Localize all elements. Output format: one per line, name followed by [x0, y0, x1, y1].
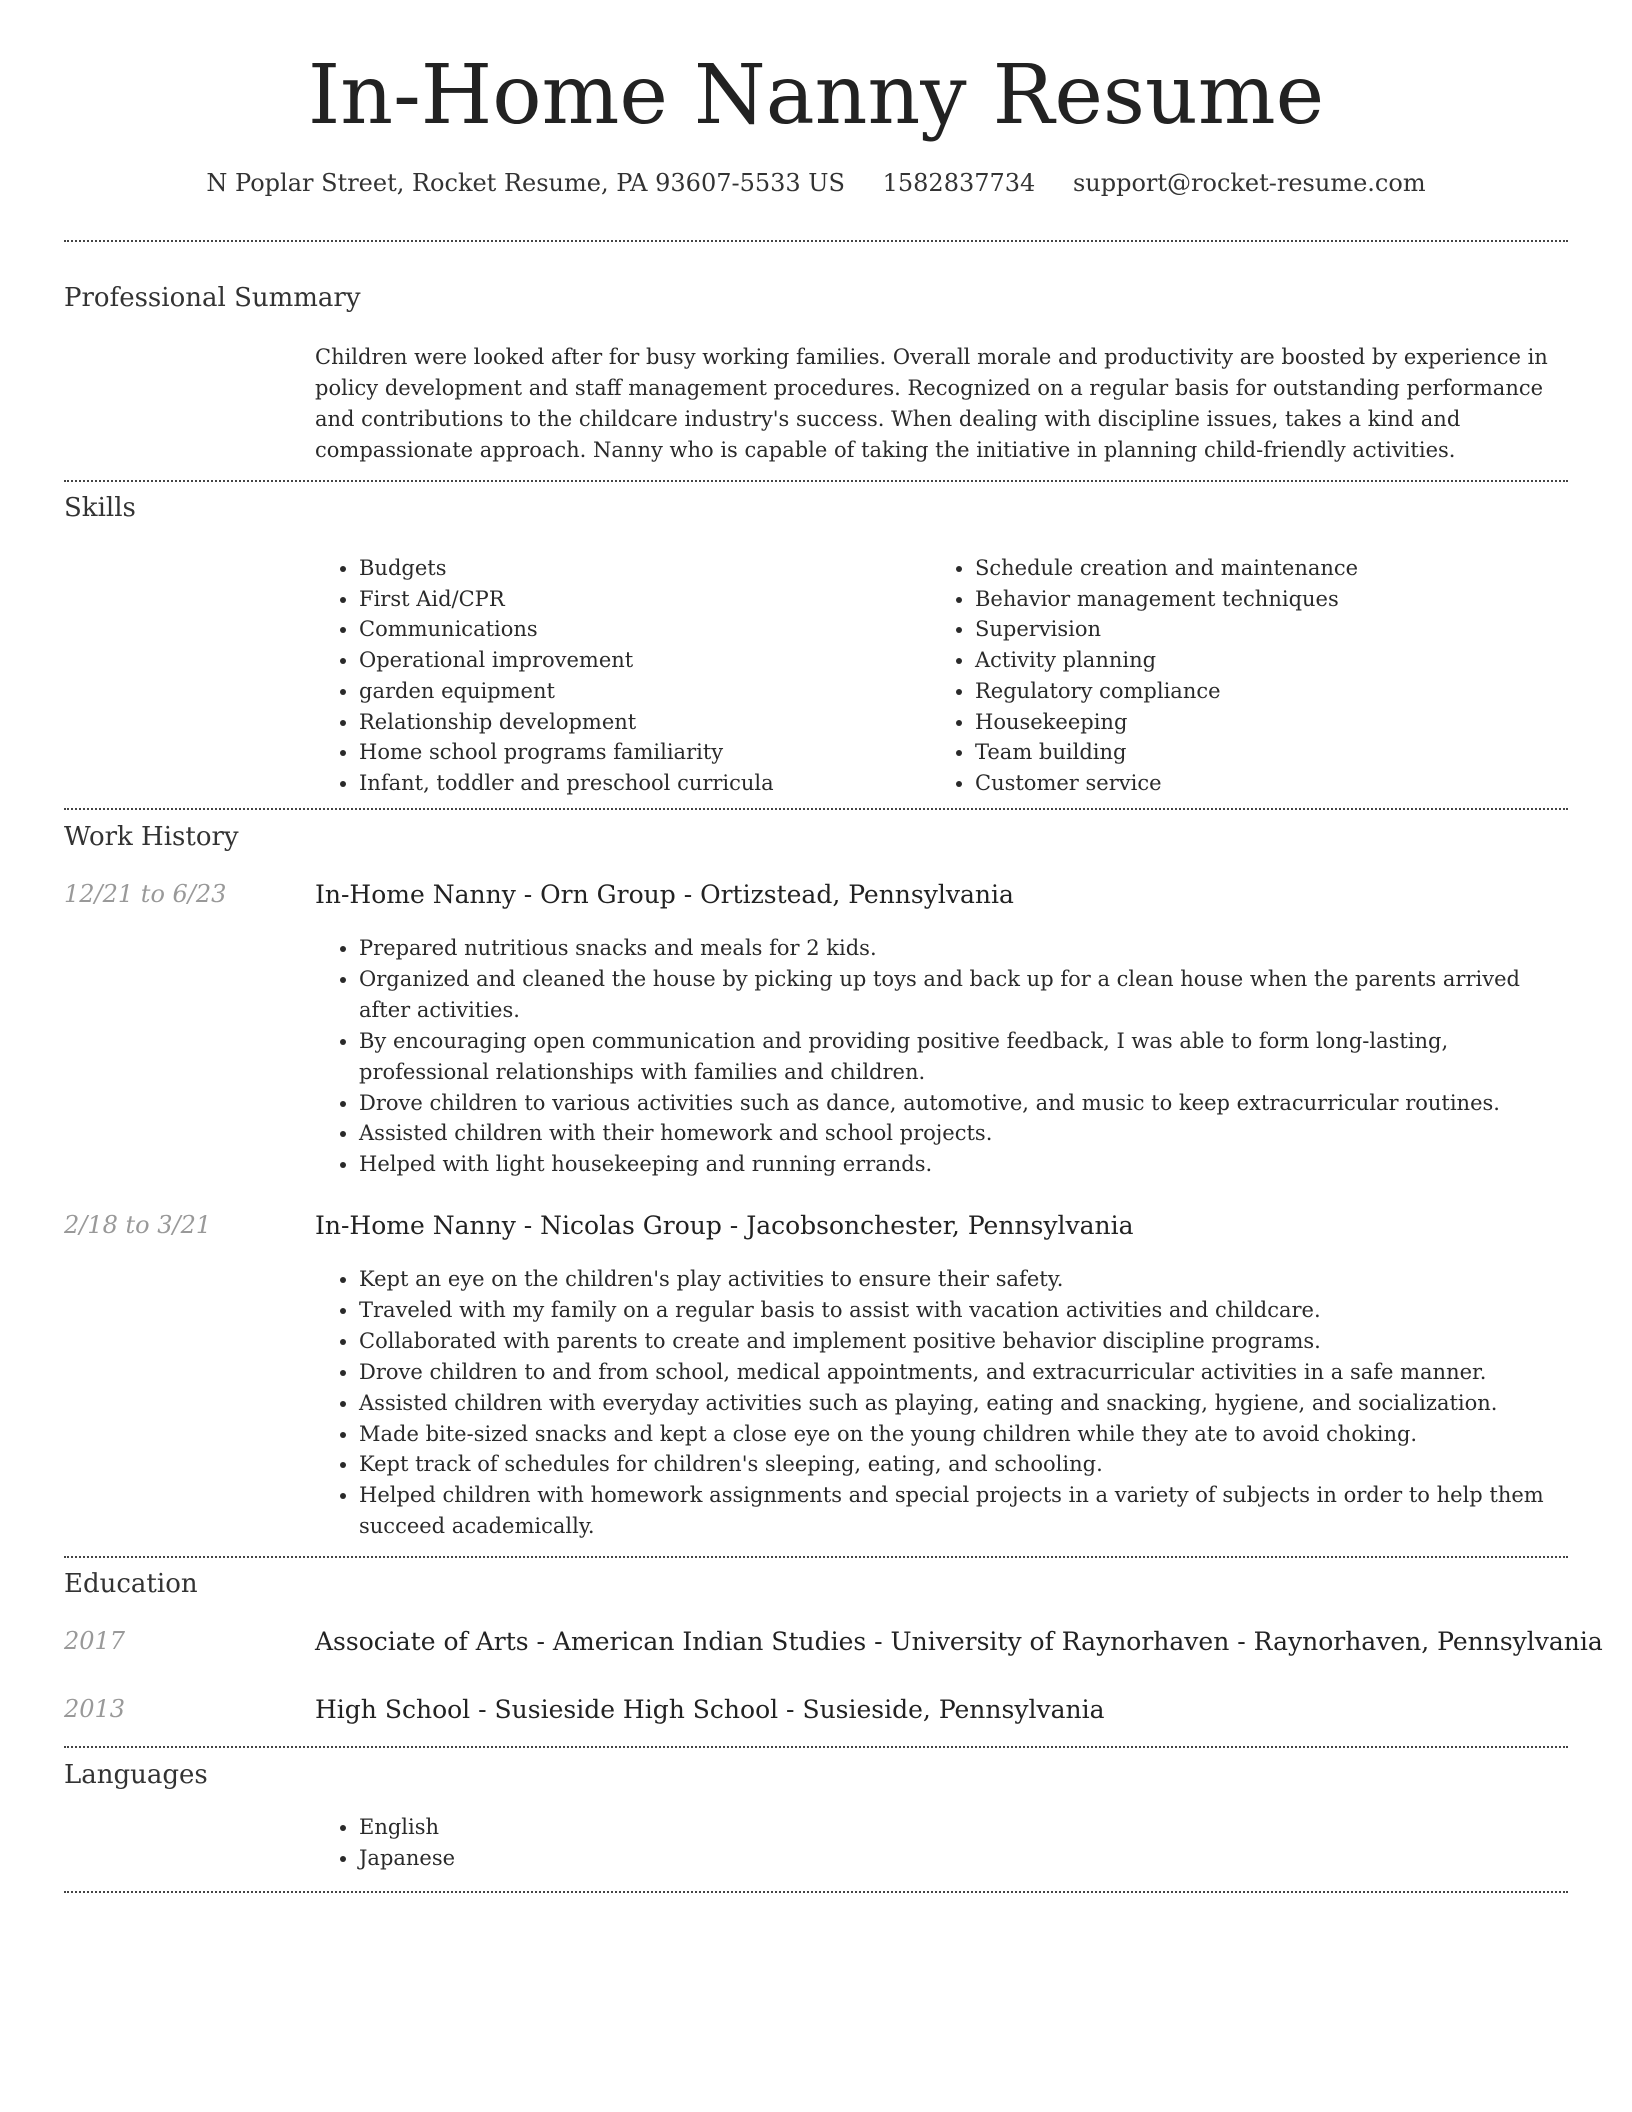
education-year: 2013: [64, 1695, 126, 1723]
contact-line: [0, 169, 1632, 197]
list-item: • First Aid/CPR: [359, 584, 915, 615]
list-item: • Prepared nutritious snacks and meals for 2 kids.: [359, 933, 1565, 964]
list-item: • Team building: [975, 737, 1531, 768]
education-heading: Education: [64, 1569, 198, 1599]
list-item: • Housekeeping: [975, 707, 1531, 738]
page-title: In-Home Nanny Resume: [307, 48, 1325, 143]
job-bullets: [315, 933, 1565, 1180]
languages-heading: Languages: [64, 1760, 208, 1790]
skills-right-column: [931, 553, 1531, 799]
list-item: • Supervision: [975, 614, 1531, 645]
list-item: • Made bite-sized snacks and kept a close eye on the young children while they ate to avoid choking.: [359, 1419, 1565, 1450]
list-item: • Budgets: [359, 553, 915, 584]
contact-phone: 1582837734: [882, 169, 1036, 197]
list-item: • Kept an eye on the children's play activities to ensure their safety.: [359, 1264, 1565, 1295]
summary-heading: Professional Summary: [64, 283, 361, 313]
education-year: 2017: [64, 1627, 126, 1655]
section-divider: [64, 808, 1568, 810]
list-item: • Behavior management techniques: [975, 584, 1531, 615]
section-divider: [64, 1891, 1568, 1893]
list-item: • Organized and cleaned the house by picking up toys and back up for a clean house when the parents arrived after activities.: [359, 964, 1565, 1026]
education-entry: High School - Susieside High School - Susieside, Pennsylvania: [315, 1695, 1105, 1724]
list-item: • Assisted children with their homework and school projects.: [359, 1118, 1565, 1149]
languages-list: [315, 1812, 1565, 1874]
list-item: • Customer service: [975, 768, 1531, 799]
education-entry: Associate of Arts - American Indian Studies - University of Raynorhaven - Raynorhaven, Pennsylvania: [315, 1627, 1603, 1656]
list-item: • garden equipment: [359, 676, 915, 707]
section-divider: [64, 240, 1568, 242]
contact-address: N Poplar Street, Rocket Resume, PA 93607-5533 US: [206, 169, 845, 197]
skills-left-column: [315, 553, 915, 799]
list-item: • Drove children to various activities such as dance, automotive, and music to keep extracurricular routines.: [359, 1088, 1565, 1119]
list-item: • Operational improvement: [359, 645, 915, 676]
resume-header: [0, 48, 1632, 197]
summary-text: Children were looked after for busy working families. Overall morale and productivity are boosted by experience in policy development and staff management procedures. Recognized on a regular basis for outstanding performance and contributions to the childcare industry's success. When dealing with discipline issues, takes a kind and compassionate approach. Nanny who is capable of taking the initiative in planning child-friendly activities.: [315, 345, 1548, 462]
list-item: • Assisted children with everyday activities such as playing, eating and snacking, hygiene, and socialization.: [359, 1388, 1565, 1419]
list-item: • Collaborated with parents to create and implement positive behavior discipline programs.: [359, 1326, 1565, 1357]
job-dates: 12/21 to 6/23: [64, 880, 227, 908]
job-dates: 2/18 to 3/21: [64, 1211, 212, 1239]
list-item: • Japanese: [359, 1843, 1565, 1874]
list-item: • English: [359, 1812, 1565, 1843]
work-heading: Work History: [64, 822, 239, 852]
job-bullets: [315, 1264, 1565, 1542]
list-item: • Schedule creation and maintenance: [975, 553, 1531, 584]
section-divider: [64, 480, 1568, 482]
list-item: • Drove children to and from school, medical appointments, and extracurricular activities in a safe manner.: [359, 1357, 1565, 1388]
list-item: • Kept track of schedules for children's sleeping, eating, and schooling.: [359, 1449, 1565, 1480]
list-item: • Home school programs familiarity: [359, 737, 915, 768]
job-title: In-Home Nanny - Nicolas Group - Jacobsonchester, Pennsylvania: [315, 1211, 1134, 1240]
list-item: • Helped children with homework assignments and special projects in a variety of subjects in order to help them succeed academically.: [359, 1480, 1565, 1542]
list-item: • Relationship development: [359, 707, 915, 738]
skills-heading: Skills: [64, 493, 136, 523]
section-divider: [64, 1556, 1568, 1558]
list-item: • Activity planning: [975, 645, 1531, 676]
list-item: • Regulatory compliance: [975, 676, 1531, 707]
contact-email: support@rocket-resume.com: [1072, 169, 1426, 197]
list-item: • Communications: [359, 614, 915, 645]
list-item: • Traveled with my family on a regular basis to assist with vacation activities and childcare.: [359, 1295, 1565, 1326]
list-item: • By encouraging open communication and providing positive feedback, I was able to form long-lasting, professional relationships with families and children.: [359, 1026, 1565, 1088]
section-divider: [64, 1746, 1568, 1748]
job-title: In-Home Nanny - Orn Group - Ortizstead, Pennsylvania: [315, 880, 1014, 909]
list-item: • Helped with light housekeeping and running errands.: [359, 1149, 1565, 1180]
list-item: • Infant, toddler and preschool curricula: [359, 768, 915, 799]
